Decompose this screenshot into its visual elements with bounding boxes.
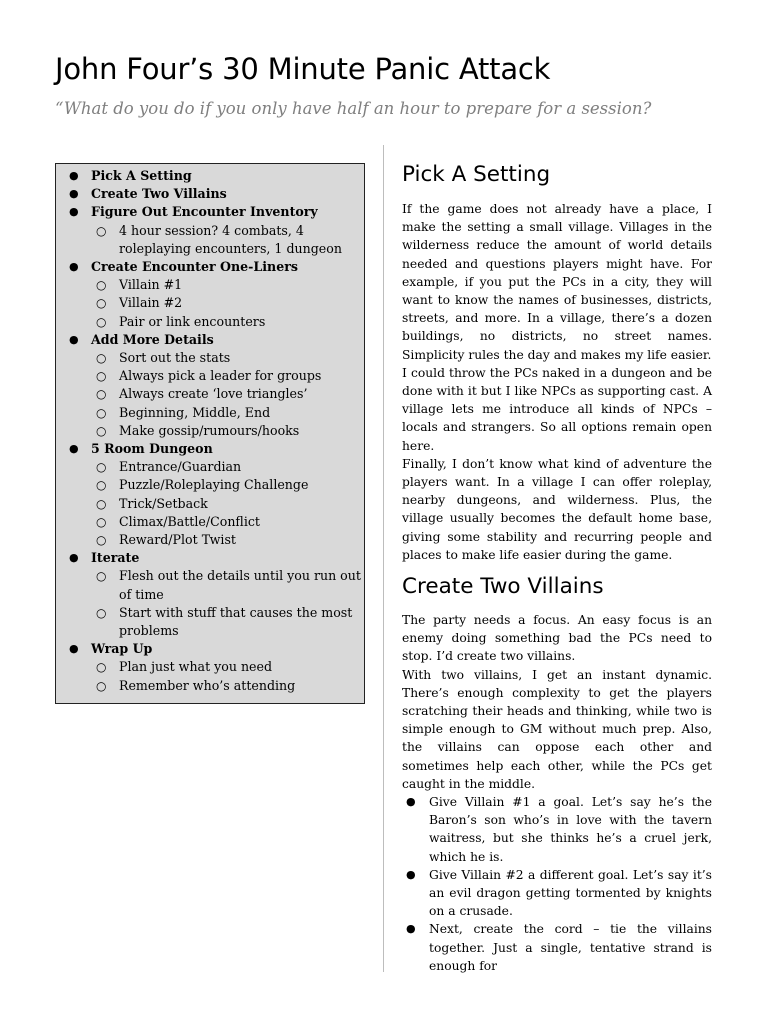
hollow-bullet-icon: ○ (96, 605, 107, 620)
outline-subitem (56, 349, 364, 367)
outline-sublist (91, 458, 364, 549)
outline-subitem-label: Remember who’s attending (119, 677, 296, 693)
outline-item-label: Create Two Villains (91, 186, 227, 202)
outline-subitem (56, 567, 364, 603)
outline-subitem (56, 531, 364, 549)
hollow-bullet-icon: ○ (96, 369, 107, 384)
bullet-icon: ● (69, 205, 79, 219)
outline-subitem (56, 367, 364, 385)
outline-sublist (91, 276, 364, 331)
outline-item-label: Iterate (91, 550, 140, 566)
outline-subitem-label: Plan just what you need (119, 659, 273, 675)
outline-subitem-label: Always pick a leader for groups (119, 368, 322, 384)
outline-list (56, 164, 364, 695)
outline-item (56, 549, 364, 640)
villain-steps-list (402, 793, 712, 975)
bullet-icon: ● (69, 332, 79, 346)
outline-subitem (56, 313, 364, 331)
section-create-two-villains (402, 574, 712, 599)
outline-subitem-label: Puzzle/Roleplaying Challenge (119, 477, 309, 493)
bullet-icon: ● (69, 260, 79, 274)
outline-sublist (91, 222, 364, 258)
bullet-icon: ● (69, 442, 79, 456)
outline-subitem-label: Villain #1 (119, 277, 183, 293)
hollow-bullet-icon: ○ (96, 496, 107, 511)
bullet-icon: ● (69, 169, 79, 182)
list-item (402, 920, 712, 975)
outline-item-label: Add More Details (91, 331, 214, 347)
outline-subitem (56, 658, 364, 676)
outline-sublist (91, 349, 364, 440)
outline-subitem-label: Trick/Setback (119, 495, 208, 511)
outline-item-label: Pick A Setting (91, 168, 192, 183)
outline-item-label: Figure Out Encounter Inventory (91, 204, 318, 220)
outline-subitem (56, 495, 364, 513)
outline-item (56, 331, 364, 440)
hollow-bullet-icon: ○ (96, 278, 107, 293)
outline-item (56, 258, 364, 331)
outline-subitem-label: Always create ‘love triangles’ (119, 386, 308, 402)
hollow-bullet-icon: ○ (96, 514, 107, 529)
setting-paragraph-3: Finally, I don’t know what kind of adventure the players want. In a village I can offer roleplay, nearby dungeons, and wilderness. Plus, the village usually becomes the default home base, giving some stability and recurring people and places to make life easier during the game. (402, 456, 712, 562)
page-subtitle: “What do you do if you only have half an hour to prepare for a session? (55, 99, 652, 118)
outline-subitem (56, 404, 364, 422)
hollow-bullet-icon: ○ (96, 405, 107, 420)
hollow-bullet-icon: ○ (96, 351, 107, 366)
villains-paragraph-1: The party needs a focus. An easy focus is an enemy doing something bad the PCs need to stop. I’d create two villains. (402, 613, 712, 664)
outline-subitem (56, 422, 364, 440)
column-divider (383, 145, 384, 972)
villains-paragraph-2: With two villains, I get an instant dynamic. There’s enough complexity to get the players scratching their heads and thinking, while two is simple enough to GM without much prep. Also, the villains can oppose each other and sometimes help each other, while the PCs get caught in the middle. (402, 667, 712, 791)
hollow-bullet-icon: ○ (96, 660, 107, 675)
outline-subitem (56, 385, 364, 403)
outline-sublist (91, 658, 364, 694)
section-heading: Pick A Setting (402, 162, 551, 187)
outline-subitem-label: Beginning, Middle, End (119, 404, 271, 420)
list-item-text: Give Villain #1 a goal. Let’s say he’s the Baron’s son who’s in love with the tavern waitress, but she thinks he’s a cruel jerk, which he is. (429, 795, 712, 864)
hollow-bullet-icon: ○ (96, 569, 107, 584)
outline-subitem-label: Villain #2 (119, 295, 183, 311)
villains-body (402, 611, 712, 975)
hollow-bullet-icon: ○ (96, 533, 107, 548)
list-item (402, 793, 712, 866)
hollow-bullet-icon: ○ (96, 460, 107, 475)
bullet-icon: ● (406, 867, 416, 881)
outline-subitem-label: Sort out the stats (119, 350, 231, 366)
list-item-text: Give Villain #2 a different goal. Let’s say it’s an evil dragon getting tormented by knights on a crusade. (429, 867, 712, 919)
hollow-bullet-icon: ○ (96, 678, 107, 693)
outline-item-label: Create Encounter One-Liners (91, 259, 298, 275)
hollow-bullet-icon: ○ (96, 296, 107, 311)
hollow-bullet-icon: ○ (96, 314, 107, 329)
outline-subitem-label: Make gossip/rumours/hooks (119, 422, 300, 438)
outline-item (56, 640, 364, 695)
hollow-bullet-icon: ○ (96, 223, 107, 238)
outline-subitem (56, 276, 364, 294)
outline-sublist (91, 567, 364, 640)
outline-subitem (56, 476, 364, 494)
section-heading: Create Two Villains (402, 574, 604, 599)
outline-subitem (56, 294, 364, 312)
outline-subitem-label: Climax/Battle/Conflict (119, 513, 260, 529)
outline-item (56, 203, 364, 258)
outline-box (55, 163, 365, 704)
outline-subitem-label: Start with stuff that causes the most problems (119, 604, 353, 639)
setting-paragraph-1: If the game does not already have a place, I make the setting a small village. Villages in the wilderness reduce the amount of world details needed and questions players might have. For example, if you put the PCs in a city, they will want to know the names of businesses, districts, streets, and more. In a village, there’s a dozen buildings, no districts, no street names. Simplicity rules the day and makes my life easier. (402, 202, 712, 362)
outline-item (56, 167, 364, 185)
list-item (402, 866, 712, 921)
list-item-text: Next, create the cord – tie the villains together. Just a single, tentative strand is enough for (429, 922, 712, 973)
setting-body (402, 200, 712, 564)
outline-subitem (56, 222, 364, 258)
outline-subitem (56, 677, 364, 695)
outline-item-label: Wrap Up (91, 641, 153, 657)
hollow-bullet-icon: ○ (96, 387, 107, 402)
bullet-icon: ● (69, 642, 79, 656)
page-title: John Four’s 30 Minute Panic Attack (55, 52, 551, 86)
outline-subitem (56, 604, 364, 640)
hollow-bullet-icon: ○ (96, 478, 107, 493)
bullet-icon: ● (406, 795, 416, 809)
bullet-icon: ● (69, 551, 79, 565)
hollow-bullet-icon: ○ (96, 423, 107, 438)
setting-paragraph-2: I could throw the PCs naked in a dungeon and be done with it but I like NPCs as supporting cast. A village lets me introduce all kinds of NPCs – locals and strangers. So all options remain open here. (402, 365, 712, 453)
bullet-icon: ● (69, 187, 79, 201)
outline-subitem-label: Reward/Plot Twist (119, 532, 236, 548)
outline-subitem (56, 458, 364, 476)
outline-subitem-label: Pair or link encounters (119, 313, 266, 329)
outline-subitem (56, 513, 364, 531)
bullet-icon: ● (406, 922, 416, 936)
outline-subitem-label: Entrance/Guardian (119, 459, 242, 475)
outline-subitem-label: 4 hour session? 4 combats, 4 roleplaying encounters, 1 dungeon (119, 222, 342, 256)
outline-subitem-label: Flesh out the details until you run out of time (119, 568, 361, 602)
outline-item-label: 5 Room Dungeon (91, 441, 213, 457)
outline-item (56, 440, 364, 549)
section-pick-a-setting (402, 162, 712, 187)
outline-item (56, 185, 364, 203)
